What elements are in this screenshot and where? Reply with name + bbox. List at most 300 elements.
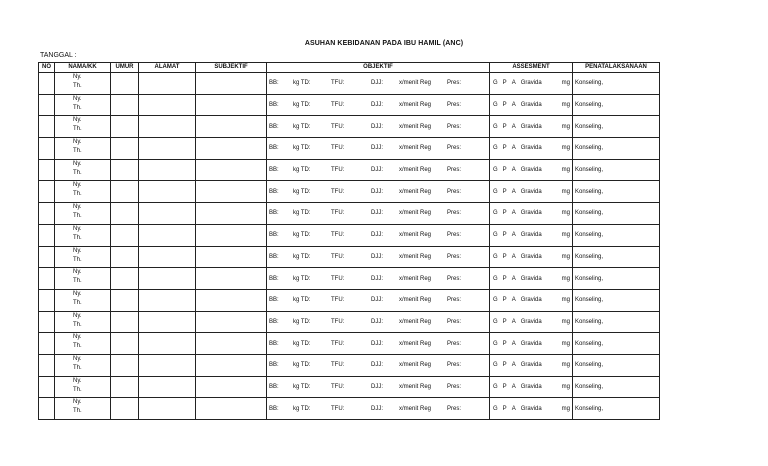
mg-label: mg bbox=[561, 102, 570, 109]
umur-cell[interactable] bbox=[111, 376, 139, 398]
no-cell[interactable] bbox=[39, 268, 55, 290]
pres-label: Pres: bbox=[447, 232, 462, 239]
assesment-cell[interactable] bbox=[490, 159, 573, 181]
objektif-cell[interactable] bbox=[267, 376, 490, 398]
no-cell[interactable] bbox=[39, 289, 55, 311]
table-row bbox=[39, 398, 660, 420]
bb-label: BB: bbox=[269, 167, 279, 174]
mg-label: mg bbox=[561, 145, 570, 152]
objektif-cell[interactable] bbox=[267, 224, 490, 246]
pres-label: Pres: bbox=[447, 340, 462, 347]
objektif-cell[interactable] bbox=[267, 159, 490, 181]
gravida-label: Gravida bbox=[520, 167, 542, 174]
nama-cell[interactable] bbox=[55, 333, 111, 355]
kg-td-label: kg TD: bbox=[293, 405, 311, 412]
a-label: A bbox=[511, 123, 516, 130]
assesment-cell[interactable] bbox=[490, 268, 573, 290]
pres-label: Pres: bbox=[447, 275, 462, 282]
a-label: A bbox=[511, 318, 516, 325]
alamat-cell[interactable] bbox=[139, 94, 196, 116]
nama-prefix: Ny. bbox=[73, 182, 82, 189]
a-label: A bbox=[511, 275, 516, 282]
xmenit-label: x/menit Reg bbox=[399, 340, 432, 347]
assesment-cell[interactable] bbox=[490, 203, 573, 225]
konseling-label: Konseling, bbox=[575, 80, 604, 87]
table-row bbox=[39, 246, 660, 268]
gravida-label: Gravida bbox=[520, 102, 542, 109]
nama-prefix: Ny. bbox=[73, 74, 82, 80]
alamat-cell[interactable] bbox=[139, 333, 196, 355]
djj-label: DJJ: bbox=[371, 383, 383, 390]
umur-cell[interactable] bbox=[111, 73, 139, 95]
nama-cell[interactable] bbox=[55, 73, 111, 95]
objektif-cell[interactable] bbox=[267, 94, 490, 116]
nama-cell[interactable] bbox=[55, 224, 111, 246]
gpa-group bbox=[493, 189, 547, 195]
g-label: G bbox=[493, 275, 498, 282]
alamat-cell[interactable] bbox=[139, 376, 196, 398]
tfu-label: TFU: bbox=[331, 145, 345, 152]
p-label: P bbox=[502, 253, 507, 260]
xmenit-label: x/menit Reg bbox=[399, 362, 432, 369]
no-cell[interactable] bbox=[39, 73, 55, 95]
no-cell[interactable] bbox=[39, 138, 55, 160]
page-title: ASUHAN KEBIDANAN PADA IBU HAMIL (ANC) bbox=[304, 40, 464, 47]
pres-label: Pres: bbox=[447, 80, 462, 87]
bb-label: BB: bbox=[269, 102, 279, 109]
pres-label: Pres: bbox=[447, 383, 462, 390]
kg-td-label: kg TD: bbox=[293, 383, 311, 390]
g-label: G bbox=[493, 167, 498, 174]
kg-td-label: kg TD: bbox=[293, 123, 311, 130]
no-cell[interactable] bbox=[39, 398, 55, 420]
gpa-group bbox=[493, 124, 547, 130]
konseling-label: Konseling, bbox=[575, 102, 604, 109]
pres-label: Pres: bbox=[447, 405, 462, 412]
gpa-group bbox=[493, 406, 547, 412]
no-cell[interactable] bbox=[39, 376, 55, 398]
konseling-label: Konseling, bbox=[575, 405, 604, 412]
alamat-cell[interactable] bbox=[139, 398, 196, 420]
nama-cell[interactable] bbox=[55, 181, 111, 203]
no-cell[interactable] bbox=[39, 159, 55, 181]
nama-prefix: Ny. bbox=[73, 377, 82, 384]
objektif-cell[interactable] bbox=[267, 203, 490, 225]
pres-label: Pres: bbox=[447, 297, 462, 304]
p-label: P bbox=[502, 318, 507, 325]
konseling-label: Konseling, bbox=[575, 340, 604, 347]
kg-td-label: kg TD: bbox=[293, 297, 311, 304]
penatalaksanaan-cell[interactable] bbox=[573, 203, 660, 225]
header-subjektif: SUBJEKTIF bbox=[196, 63, 267, 73]
kg-td-label: kg TD: bbox=[293, 102, 311, 109]
umur-cell[interactable] bbox=[111, 333, 139, 355]
tahun-prefix: Th. bbox=[73, 343, 82, 350]
nama-cell[interactable] bbox=[55, 246, 111, 268]
bb-label: BB: bbox=[269, 405, 279, 412]
mg-label: mg bbox=[561, 297, 570, 304]
konseling-label: Konseling, bbox=[575, 297, 604, 304]
xmenit-label: x/menit Reg bbox=[399, 102, 432, 109]
assesment-cell[interactable] bbox=[490, 94, 573, 116]
penatalaksanaan-cell[interactable] bbox=[573, 94, 660, 116]
p-label: P bbox=[502, 232, 507, 239]
a-label: A bbox=[511, 232, 516, 239]
gravida-label: Gravida bbox=[520, 383, 542, 390]
subjektif-cell[interactable] bbox=[196, 246, 267, 268]
penatalaksanaan-cell[interactable] bbox=[573, 116, 660, 138]
no-cell[interactable] bbox=[39, 181, 55, 203]
umur-cell[interactable] bbox=[111, 289, 139, 311]
mg-label: mg bbox=[561, 123, 570, 130]
pres-label: Pres: bbox=[447, 102, 462, 109]
mg-label: mg bbox=[561, 362, 570, 369]
alamat-cell[interactable] bbox=[139, 203, 196, 225]
no-cell[interactable] bbox=[39, 94, 55, 116]
konseling-label: Konseling, bbox=[575, 210, 604, 217]
alamat-cell[interactable] bbox=[139, 311, 196, 333]
subjektif-cell[interactable] bbox=[196, 94, 267, 116]
bb-label: BB: bbox=[269, 362, 279, 369]
assesment-cell[interactable] bbox=[490, 116, 573, 138]
kg-td-label: kg TD: bbox=[293, 167, 311, 174]
g-label: G bbox=[493, 340, 498, 347]
a-label: A bbox=[511, 210, 516, 217]
penatalaksanaan-cell[interactable] bbox=[573, 73, 660, 95]
penatalaksanaan-cell[interactable] bbox=[573, 311, 660, 333]
nama-cell[interactable] bbox=[55, 311, 111, 333]
mg-label: mg bbox=[561, 167, 570, 174]
no-cell[interactable] bbox=[39, 246, 55, 268]
umur-cell[interactable] bbox=[111, 203, 139, 225]
gpa-group bbox=[493, 102, 547, 108]
a-label: A bbox=[511, 145, 516, 152]
gravida-label: Gravida bbox=[520, 210, 542, 217]
djj-label: DJJ: bbox=[371, 232, 383, 239]
alamat-cell[interactable] bbox=[139, 73, 196, 95]
gpa-group bbox=[493, 319, 547, 325]
gpa-group bbox=[493, 167, 547, 173]
gravida-label: Gravida bbox=[520, 362, 542, 369]
alamat-cell[interactable] bbox=[139, 246, 196, 268]
a-label: A bbox=[511, 405, 516, 412]
no-cell[interactable] bbox=[39, 224, 55, 246]
objektif-cell[interactable] bbox=[267, 246, 490, 268]
alamat-cell[interactable] bbox=[139, 289, 196, 311]
g-label: G bbox=[493, 188, 498, 195]
alamat-cell[interactable] bbox=[139, 138, 196, 160]
assesment-cell[interactable] bbox=[490, 224, 573, 246]
tahun-prefix: Th. bbox=[73, 321, 82, 328]
tfu-label: TFU: bbox=[331, 405, 345, 412]
nama-cell[interactable] bbox=[55, 159, 111, 181]
penatalaksanaan-cell[interactable] bbox=[573, 224, 660, 246]
objektif-cell[interactable] bbox=[267, 398, 490, 420]
assesment-cell[interactable] bbox=[490, 246, 573, 268]
gpa-group bbox=[493, 276, 547, 282]
pres-label: Pres: bbox=[447, 318, 462, 325]
pres-label: Pres: bbox=[447, 362, 462, 369]
no-cell[interactable] bbox=[39, 354, 55, 376]
subjektif-cell[interactable] bbox=[196, 289, 267, 311]
subjektif-cell[interactable] bbox=[196, 398, 267, 420]
subjektif-cell[interactable] bbox=[196, 354, 267, 376]
penatalaksanaan-cell[interactable] bbox=[573, 376, 660, 398]
nama-cell[interactable] bbox=[55, 203, 111, 225]
gpa-group bbox=[493, 362, 547, 368]
tfu-label: TFU: bbox=[331, 188, 345, 195]
p-label: P bbox=[502, 297, 507, 304]
g-label: G bbox=[493, 80, 498, 87]
subjektif-cell[interactable] bbox=[196, 159, 267, 181]
tfu-label: TFU: bbox=[331, 340, 345, 347]
assesment-cell[interactable] bbox=[490, 181, 573, 203]
alamat-cell[interactable] bbox=[139, 116, 196, 138]
table-row bbox=[39, 333, 660, 355]
xmenit-label: x/menit Reg bbox=[399, 123, 432, 130]
subjektif-cell[interactable] bbox=[196, 333, 267, 355]
tfu-label: TFU: bbox=[331, 253, 345, 260]
umur-cell[interactable] bbox=[111, 159, 139, 181]
no-cell[interactable] bbox=[39, 333, 55, 355]
gpa-group bbox=[493, 232, 547, 238]
no-cell[interactable] bbox=[39, 203, 55, 225]
gpa-group bbox=[493, 341, 547, 347]
bb-label: BB: bbox=[269, 318, 279, 325]
umur-cell[interactable] bbox=[111, 246, 139, 268]
djj-label: DJJ: bbox=[371, 80, 383, 87]
djj-label: DJJ: bbox=[371, 318, 383, 325]
subjektif-cell[interactable] bbox=[196, 376, 267, 398]
a-label: A bbox=[511, 167, 516, 174]
table-row bbox=[39, 289, 660, 311]
penatalaksanaan-cell[interactable] bbox=[573, 333, 660, 355]
mg-label: mg bbox=[561, 210, 570, 217]
mg-label: mg bbox=[561, 188, 570, 195]
nama-prefix: Ny. bbox=[73, 334, 82, 341]
tfu-label: TFU: bbox=[331, 123, 345, 130]
gravida-label: Gravida bbox=[520, 405, 542, 412]
gravida-label: Gravida bbox=[520, 80, 542, 87]
gpa-group bbox=[493, 145, 547, 151]
kg-td-label: kg TD: bbox=[293, 318, 311, 325]
alamat-cell[interactable] bbox=[139, 354, 196, 376]
p-label: P bbox=[502, 210, 507, 217]
g-label: G bbox=[493, 145, 498, 152]
objektif-cell[interactable] bbox=[267, 354, 490, 376]
gravida-label: Gravida bbox=[520, 297, 542, 304]
bb-label: BB: bbox=[269, 383, 279, 390]
assesment-cell[interactable] bbox=[490, 398, 573, 420]
assesment-cell[interactable] bbox=[490, 73, 573, 95]
tahun-prefix: Th. bbox=[73, 104, 82, 111]
alamat-cell[interactable] bbox=[139, 224, 196, 246]
xmenit-label: x/menit Reg bbox=[399, 318, 432, 325]
tahun-prefix: Th. bbox=[73, 83, 82, 89]
nama-cell[interactable] bbox=[55, 398, 111, 420]
table-row bbox=[39, 159, 660, 181]
a-label: A bbox=[511, 102, 516, 109]
objektif-cell[interactable] bbox=[267, 311, 490, 333]
nama-prefix: Ny. bbox=[73, 269, 82, 276]
header-row bbox=[39, 63, 660, 73]
djj-label: DJJ: bbox=[371, 405, 383, 412]
bb-label: BB: bbox=[269, 340, 279, 347]
xmenit-label: x/menit Reg bbox=[399, 232, 432, 239]
g-label: G bbox=[493, 297, 498, 304]
objektif-cell[interactable] bbox=[267, 181, 490, 203]
bb-label: BB: bbox=[269, 232, 279, 239]
header-objektif: OBJEKTIF bbox=[267, 63, 490, 73]
nama-prefix: Ny. bbox=[73, 225, 82, 232]
umur-cell[interactable] bbox=[111, 181, 139, 203]
penatalaksanaan-cell[interactable] bbox=[573, 159, 660, 181]
p-label: P bbox=[502, 123, 507, 130]
alamat-cell[interactable] bbox=[139, 159, 196, 181]
umur-cell[interactable] bbox=[111, 311, 139, 333]
djj-label: DJJ: bbox=[371, 123, 383, 130]
mg-label: mg bbox=[561, 405, 570, 412]
konseling-label: Konseling, bbox=[575, 188, 604, 195]
anc-table bbox=[38, 62, 660, 420]
kg-td-label: kg TD: bbox=[293, 340, 311, 347]
tahun-prefix: Th. bbox=[73, 256, 82, 263]
umur-cell[interactable] bbox=[111, 138, 139, 160]
kg-td-label: kg TD: bbox=[293, 253, 311, 260]
table-row bbox=[39, 376, 660, 398]
djj-label: DJJ: bbox=[371, 145, 383, 152]
nama-cell[interactable] bbox=[55, 116, 111, 138]
umur-cell[interactable] bbox=[111, 268, 139, 290]
nama-cell[interactable] bbox=[55, 376, 111, 398]
umur-cell[interactable] bbox=[111, 354, 139, 376]
konseling-label: Konseling, bbox=[575, 318, 604, 325]
nama-prefix: Ny. bbox=[73, 204, 82, 211]
gpa-group bbox=[493, 384, 547, 390]
assesment-cell[interactable] bbox=[490, 289, 573, 311]
tahun-prefix: Th. bbox=[73, 278, 82, 285]
bb-label: BB: bbox=[269, 210, 279, 217]
tfu-label: TFU: bbox=[331, 297, 345, 304]
assesment-cell[interactable] bbox=[490, 354, 573, 376]
djj-label: DJJ: bbox=[371, 340, 383, 347]
nama-prefix: Ny. bbox=[73, 247, 82, 254]
assesment-cell[interactable] bbox=[490, 333, 573, 355]
no-cell[interactable] bbox=[39, 311, 55, 333]
assesment-cell[interactable] bbox=[490, 138, 573, 160]
g-label: G bbox=[493, 253, 498, 260]
alamat-cell[interactable] bbox=[139, 181, 196, 203]
objektif-cell[interactable] bbox=[267, 73, 490, 95]
subjektif-cell[interactable] bbox=[196, 268, 267, 290]
subjektif-cell[interactable] bbox=[196, 203, 267, 225]
tahun-prefix: Th. bbox=[73, 126, 82, 133]
objektif-cell[interactable] bbox=[267, 333, 490, 355]
konseling-label: Konseling, bbox=[575, 167, 604, 174]
objektif-cell[interactable] bbox=[267, 138, 490, 160]
penatalaksanaan-cell[interactable] bbox=[573, 268, 660, 290]
p-label: P bbox=[502, 362, 507, 369]
subjektif-cell[interactable] bbox=[196, 73, 267, 95]
tahun-prefix: Th. bbox=[73, 299, 82, 306]
p-label: P bbox=[502, 167, 507, 174]
tahun-prefix: Th. bbox=[73, 386, 82, 393]
gpa-group bbox=[493, 297, 547, 303]
objektif-cell[interactable] bbox=[267, 268, 490, 290]
p-label: P bbox=[502, 145, 507, 152]
p-label: P bbox=[502, 80, 507, 87]
kg-td-label: kg TD: bbox=[293, 362, 311, 369]
p-label: P bbox=[502, 102, 507, 109]
table-row bbox=[39, 116, 660, 138]
gravida-label: Gravida bbox=[520, 318, 542, 325]
a-label: A bbox=[511, 383, 516, 390]
alamat-cell[interactable] bbox=[139, 268, 196, 290]
table-row bbox=[39, 311, 660, 333]
table-row bbox=[39, 138, 660, 160]
nama-cell[interactable] bbox=[55, 138, 111, 160]
nama-cell[interactable] bbox=[55, 94, 111, 116]
gravida-label: Gravida bbox=[520, 340, 542, 347]
penatalaksanaan-cell[interactable] bbox=[573, 138, 660, 160]
umur-cell[interactable] bbox=[111, 94, 139, 116]
djj-label: DJJ: bbox=[371, 253, 383, 260]
bb-label: BB: bbox=[269, 188, 279, 195]
gravida-label: Gravida bbox=[520, 188, 542, 195]
kg-td-label: kg TD: bbox=[293, 80, 311, 87]
gpa-group bbox=[493, 80, 547, 86]
subjektif-cell[interactable] bbox=[196, 181, 267, 203]
subjektif-cell[interactable] bbox=[196, 224, 267, 246]
penatalaksanaan-cell[interactable] bbox=[573, 181, 660, 203]
header-penatalaksanaan: PENATALAKSANAAN bbox=[573, 63, 660, 73]
objektif-cell[interactable] bbox=[267, 116, 490, 138]
pres-label: Pres: bbox=[447, 145, 462, 152]
assesment-cell[interactable] bbox=[490, 311, 573, 333]
djj-label: DJJ: bbox=[371, 188, 383, 195]
tahun-prefix: Th. bbox=[73, 364, 82, 371]
umur-cell[interactable] bbox=[111, 398, 139, 420]
umur-cell[interactable] bbox=[111, 224, 139, 246]
penatalaksanaan-cell[interactable] bbox=[573, 398, 660, 420]
umur-cell[interactable] bbox=[111, 116, 139, 138]
table-row bbox=[39, 203, 660, 225]
nama-cell[interactable] bbox=[55, 354, 111, 376]
penatalaksanaan-cell[interactable] bbox=[573, 289, 660, 311]
subjektif-cell[interactable] bbox=[196, 116, 267, 138]
nama-prefix: Ny. bbox=[73, 139, 82, 146]
pres-label: Pres: bbox=[447, 167, 462, 174]
nama-cell[interactable] bbox=[55, 268, 111, 290]
assesment-cell[interactable] bbox=[490, 376, 573, 398]
tfu-label: TFU: bbox=[331, 232, 345, 239]
penatalaksanaan-cell[interactable] bbox=[573, 354, 660, 376]
penatalaksanaan-cell[interactable] bbox=[573, 246, 660, 268]
mg-label: mg bbox=[561, 232, 570, 239]
a-label: A bbox=[511, 80, 516, 87]
tanggal-label: TANGGAL : bbox=[40, 52, 77, 59]
tahun-prefix: Th. bbox=[73, 213, 82, 220]
pres-label: Pres: bbox=[447, 253, 462, 260]
nama-cell[interactable] bbox=[55, 289, 111, 311]
xmenit-label: x/menit Reg bbox=[399, 188, 432, 195]
xmenit-label: x/menit Reg bbox=[399, 383, 432, 390]
no-cell[interactable] bbox=[39, 116, 55, 138]
subjektif-cell[interactable] bbox=[196, 311, 267, 333]
a-label: A bbox=[511, 297, 516, 304]
subjektif-cell[interactable] bbox=[196, 138, 267, 160]
objektif-cell[interactable] bbox=[267, 289, 490, 311]
